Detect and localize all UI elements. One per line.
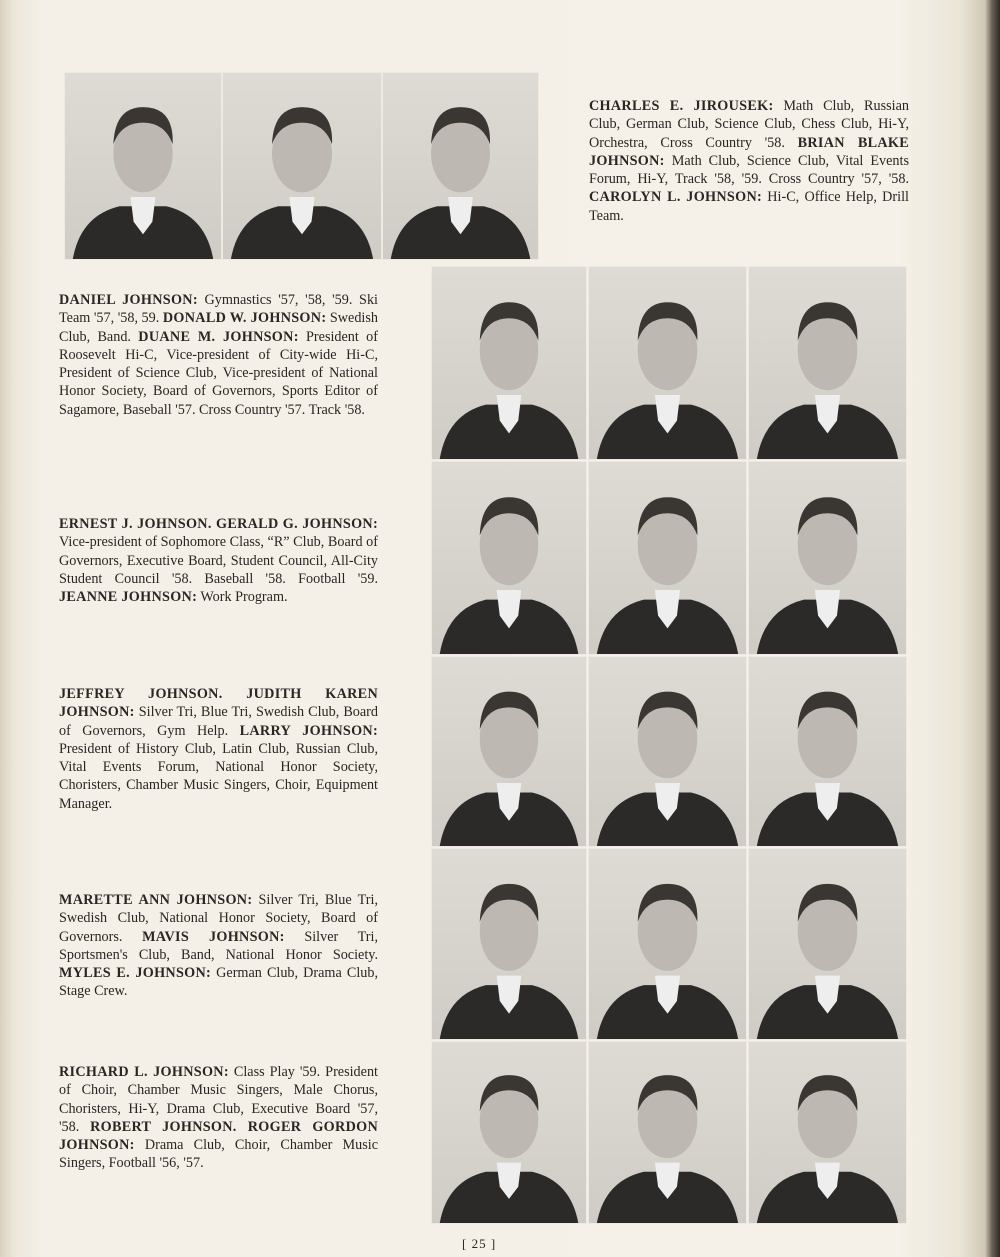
caption-row-5 xyxy=(59,1063,378,1173)
caption-top xyxy=(589,97,909,225)
student-activities: Hi-C, Office Help, Drill Team. xyxy=(589,189,909,224)
caption-row-2 xyxy=(59,515,378,606)
portrait-photo xyxy=(588,1041,747,1224)
portrait-photo xyxy=(431,848,587,1040)
student-name: RICHARD L. JOHNSON: xyxy=(59,1064,229,1080)
student-name: ERNEST J. JOHNSON. GERALD G. JOHNSON: xyxy=(59,516,378,532)
student-activities: Silver Tri, Sportsmen's Club, Band, National Honor Society. xyxy=(59,928,378,963)
portrait-photo xyxy=(431,461,587,655)
student-activities: President of History Club, Latin Club, Russian Club, Vital Events Forum, National Honor Society, Choristers, Chamber Music Singers, Choir, Equipment Manager. xyxy=(59,740,378,812)
student-activities: Silver Tri, Blue Tri, Swedish Club, National Honor Society, Board of Governors. xyxy=(59,892,378,945)
student-activities: Class Play '59. President of Choir, Chamber Music Singers, Male Chorus, Choristers, Hi-Y, Drama Club, Executive Board '57, '58. xyxy=(59,1064,378,1135)
student-activities: Gymnastics '57, '58, '59. Ski Team '57, '58, 59. xyxy=(59,292,378,327)
student-activities: Math Club, Science Club, Vital Events Forum, Hi-Y, Track '58, '59. Cross Country '57, '58. xyxy=(589,152,909,188)
portrait-photo xyxy=(431,1041,587,1224)
caption-row-3 xyxy=(59,685,378,813)
student-activities: Swedish Club, Band. xyxy=(59,310,378,345)
student-name: JEFFREY JOHNSON. JUDITH KAREN JOHNSON: xyxy=(59,686,378,721)
portrait-photo xyxy=(431,266,587,460)
student-name: MAVIS JOHNSON: xyxy=(142,928,285,945)
student-name: DUANE M. JOHNSON: xyxy=(138,328,299,345)
portrait-photo xyxy=(588,461,747,655)
portrait-photo xyxy=(748,266,907,460)
student-activities: Silver Tri, Blue Tri, Swedish Club, Board of Governors, Gym Help. xyxy=(59,704,378,739)
portrait-photo xyxy=(748,848,907,1040)
student-name: MARETTE ANN JOHNSON: xyxy=(59,892,253,908)
student-activities: Drama Club, Choir, Chamber Music Singers, Football '56, '57. xyxy=(59,1137,378,1172)
student-name: DANIEL JOHNSON: xyxy=(59,292,198,308)
student-activities: Math Club, Russian Club, German Club, Science Club, Chess Club, Hi-Y, Orchestra, Cross Country '58. xyxy=(589,98,909,151)
student-name: LARRY JOHNSON: xyxy=(239,722,378,739)
portrait-photo xyxy=(588,266,747,460)
portrait-photo xyxy=(588,656,747,847)
student-name: JEANNE JOHNSON: xyxy=(59,589,198,606)
student-activities: Work Program. xyxy=(197,589,288,606)
portrait-photo xyxy=(748,461,907,655)
caption-row-4 xyxy=(59,891,378,1001)
page-number: [ 25 ] xyxy=(462,1236,497,1251)
student-name: CHARLES E. JIROUSEK: xyxy=(589,98,774,114)
portrait-photo xyxy=(748,656,907,847)
portrait-photo xyxy=(748,1041,907,1224)
portrait-photo xyxy=(222,72,382,260)
student-activities: President of Roosevelt Hi-C, Vice-president of City-wide Hi-C, President of Science Club, Vice-president of National Honor Society, Board of Governors, Sports Editor of Sagamore, Baseball '57. Cross Country '57. Track '58. xyxy=(59,328,378,418)
student-name: CAROLYN L. JOHNSON: xyxy=(589,189,763,206)
portrait-photo xyxy=(588,848,747,1040)
caption-row-1 xyxy=(59,291,378,419)
student-activities: German Club, Drama Club, Stage Crew. xyxy=(59,965,378,1000)
portrait-photo xyxy=(64,72,222,260)
portrait-photo xyxy=(382,72,539,260)
student-name: MYLES E. JOHNSON: xyxy=(59,965,212,982)
student-name: DONALD W. JOHNSON: xyxy=(162,310,327,327)
portrait-photo xyxy=(431,656,587,847)
student-activities: Vice-president of Sophomore Class, “R” Club, Board of Governors, Executive Board, Student Council, All-City Student Council '58. Baseball '58. Football '59. xyxy=(59,534,378,587)
student-name: ROBERT JOHNSON. ROGER GORDON JOHNSON: xyxy=(59,1118,378,1154)
student-name: BRIAN BLAKE JOHNSON: xyxy=(589,134,909,169)
